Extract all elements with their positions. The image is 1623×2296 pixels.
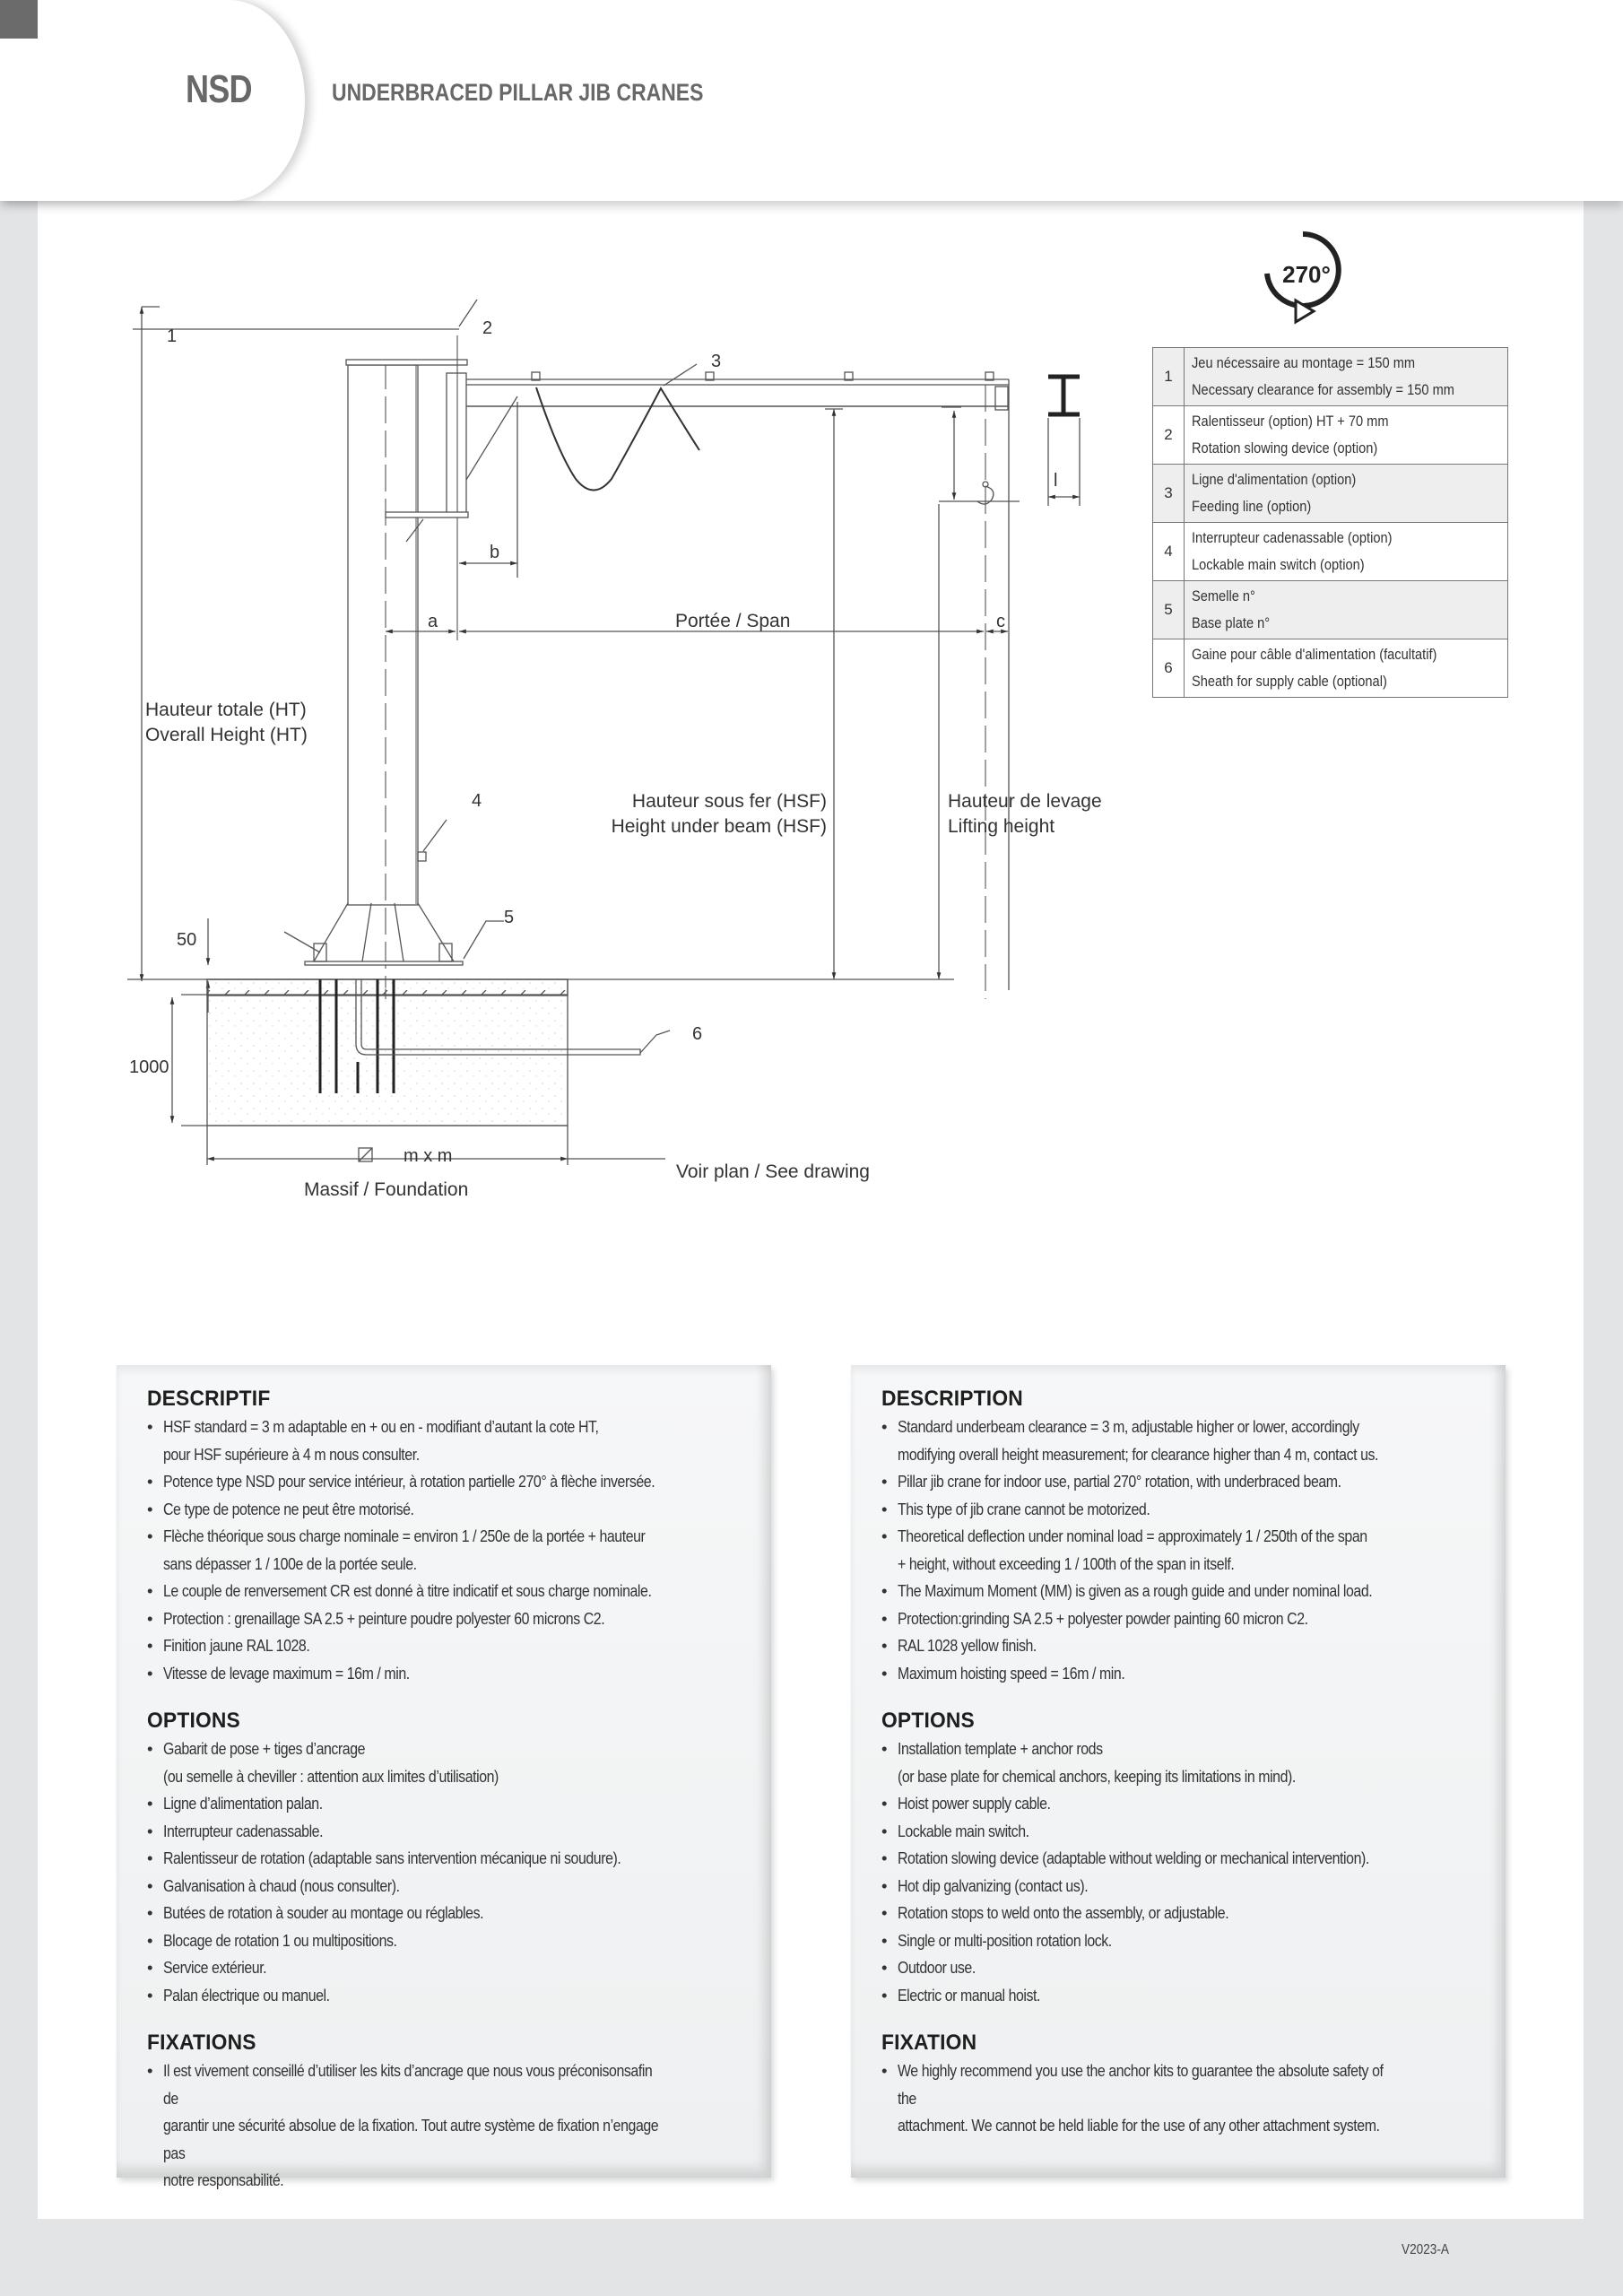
list-item-text: Rotation slowing device (adaptable without welding or mechanical intervention).: [898, 1848, 1369, 1867]
dim-a: a: [428, 612, 438, 631]
dim-c: c: [996, 612, 1005, 631]
foundation-size: m x m: [404, 1146, 453, 1166]
list-item: [147, 1632, 744, 1660]
fixation-list: [881, 2057, 1479, 2140]
legend-en: Sheath for supply cable (optional): [1192, 673, 1387, 690]
list-item: [881, 1660, 1479, 1688]
list-item-text: Palan électrique ou manuel.: [163, 1985, 330, 2005]
list-item-text: Finition jaune RAL 1028.: [163, 1636, 310, 1655]
list-item: [881, 1523, 1479, 1578]
legend-row: [1153, 523, 1508, 581]
descriptif-title: DESCRIPTIF: [147, 1387, 271, 1411]
list-item-text: Outdoor use.: [898, 1958, 976, 1977]
legend-text: [1185, 523, 1508, 581]
callout-4: 4: [472, 791, 482, 811]
legend-row: [1153, 406, 1508, 465]
version-label: V2023-A: [1402, 2242, 1449, 2257]
list-item: [147, 1954, 744, 1982]
list-item-text: Service extérieur.: [163, 1958, 267, 1977]
callout-2: 2: [482, 318, 493, 338]
list-item: [147, 1790, 744, 1818]
list-item: [147, 1818, 744, 1846]
legend-number: 6: [1153, 639, 1185, 698]
fixation-title: FIXATION: [881, 2031, 977, 2055]
legend-number: 1: [1153, 348, 1185, 406]
list-item: [147, 1413, 744, 1468]
hsf-en: Height under beam (HSF): [611, 816, 827, 837]
options-list-en: [881, 1735, 1479, 2009]
legend-number: 5: [1153, 581, 1185, 639]
legend-en: Necessary clearance for assembly = 150 mm: [1192, 381, 1454, 398]
list-item-text: Ligne d’alimentation palan.: [163, 1794, 323, 1813]
options-title-en: OPTIONS: [881, 1709, 975, 1733]
list-item-text: Hoist power supply cable.: [898, 1794, 1051, 1813]
list-item-text: Lockable main switch.: [898, 1821, 1029, 1840]
legend-text: [1185, 406, 1508, 465]
legend-fr: Ligne d'alimentation (option): [1192, 471, 1357, 488]
list-item-text: Vitesse de levage maximum = 16m / min.: [163, 1663, 410, 1683]
list-item: [881, 1496, 1479, 1524]
list-item-text: The Maximum Moment (MM) is given as a rough guide and under nominal load.: [898, 1581, 1373, 1600]
festoon-cable: [536, 387, 699, 491]
list-item: [881, 1790, 1479, 1818]
list-item: [881, 2057, 1479, 2140]
list-item: [881, 1468, 1479, 1496]
overall-height-fr: Hauteur totale (HT): [145, 700, 307, 720]
callout-6: 6: [692, 1024, 703, 1044]
list-item-text: Gabarit de pose + tiges d’ancrage (ou semelle à cheviller : attention aux limites d’utilisation): [163, 1739, 499, 1786]
foundation-label: Massif / Foundation: [304, 1179, 469, 1200]
list-item: [147, 2057, 744, 2195]
legend-row: [1153, 348, 1508, 406]
page-header: [0, 0, 1623, 201]
list-item-text: Theoretical deflection under nominal load = approximately 1 / 250th of the span + height, without exceeding 1 / 100th of the span in itself.: [898, 1526, 1367, 1573]
list-item: [881, 1954, 1479, 1982]
list-item: [147, 1468, 744, 1496]
legend-fr: Semelle n°: [1192, 587, 1255, 604]
list-item-text: HSF standard = 3 m adaptable en + ou en - modifiant d’autant la cote HT, pour HSF supérieure à 4 m nous consulter.: [163, 1417, 599, 1464]
legend-en: Base plate n°: [1192, 614, 1271, 631]
list-item-text: Hot dip galvanizing (contact us).: [898, 1875, 1089, 1895]
model-code: NSD: [186, 67, 252, 111]
list-item: [881, 1818, 1479, 1846]
list-item-text: Potence type NSD pour service intérieur, à rotation partielle 270° à flèche inversée.: [163, 1472, 655, 1491]
list-item: [881, 1845, 1479, 1873]
list-item-text: Protection : grenaillage SA 2.5 + peinture poudre polyester 60 microns C2.: [163, 1608, 605, 1628]
list-item: [147, 1982, 744, 2010]
legend-row: [1153, 639, 1508, 698]
see-drawing-label: Voir plan / See drawing: [676, 1161, 870, 1182]
list-item-text: RAL 1028 yellow finish.: [898, 1636, 1037, 1655]
list-item-text: Butées de rotation à souder au montage ou réglables.: [163, 1903, 484, 1922]
list-item: [881, 1578, 1479, 1605]
list-item-text: Pillar jib crane for indoor use, partial 270° rotation, with underbraced beam.: [898, 1472, 1341, 1491]
legend-text: [1185, 348, 1508, 406]
list-item: [147, 1605, 744, 1633]
list-item: [147, 1927, 744, 1955]
panel-fr: [117, 1365, 771, 2189]
list-item: [881, 1873, 1479, 1900]
list-item-text: This type of jib crane cannot be motorized.: [898, 1499, 1150, 1518]
dim-b: b: [490, 543, 500, 562]
list-item: [881, 1632, 1479, 1660]
list-item-text: Ralentisseur de rotation (adaptable sans intervention mécanique ni soudure).: [163, 1848, 621, 1867]
list-item: [147, 1735, 744, 1790]
foundation: [207, 979, 568, 1126]
list-item: [147, 1900, 744, 1927]
list-item: [881, 1900, 1479, 1927]
legend-table: [1152, 347, 1508, 698]
description-list: [881, 1413, 1479, 1687]
list-item: [881, 1982, 1479, 2010]
list-item-text: Interrupteur cadenassable.: [163, 1821, 324, 1840]
hsf-fr: Hauteur sous fer (HSF): [631, 791, 827, 812]
legend-en: Rotation slowing device (option): [1192, 439, 1378, 457]
options-title-fr: OPTIONS: [147, 1709, 240, 1733]
i-beam-section-icon: [1048, 377, 1080, 414]
legend-en: Lockable main switch (option): [1192, 556, 1365, 573]
rotation-badge: [1260, 229, 1350, 327]
list-item-text: Installation template + anchor rods (or base plate for chemical anchors, keeping its limitations in mind).: [898, 1739, 1296, 1786]
legend-fr: Jeu nécessaire au montage = 150 mm: [1192, 354, 1416, 371]
dim-l: l: [1054, 471, 1058, 491]
legend-number: 4: [1153, 523, 1185, 581]
options-list-fr: [147, 1735, 744, 2009]
legend-fr: Gaine pour câble d'alimentation (facultatif): [1192, 646, 1437, 663]
list-item: [881, 1927, 1479, 1955]
dim-1000: 1000: [129, 1057, 169, 1077]
dim-span: Portée / Span: [675, 611, 791, 631]
list-item-text: Rotation stops to weld onto the assembly, or adjustable.: [898, 1903, 1229, 1922]
list-item: [147, 1496, 744, 1524]
legend-number: 3: [1153, 465, 1185, 523]
list-item-text: Electric or manual hoist.: [898, 1985, 1041, 2005]
legend-fr: Interrupteur cadenassable (option): [1192, 529, 1393, 546]
descriptif-list: [147, 1413, 744, 1687]
legend-text: [1185, 639, 1508, 698]
rotation-arrow-icon: [1260, 229, 1350, 327]
legend-en: Feeding line (option): [1192, 498, 1312, 515]
corner-marker: [0, 0, 38, 39]
header-tab: [0, 0, 305, 201]
lift-fr: Hauteur de levage: [948, 791, 1102, 812]
panel-en: [851, 1365, 1506, 2178]
list-item-text: Maximum hoisting speed = 16m / min.: [898, 1663, 1125, 1683]
legend-number: 2: [1153, 406, 1185, 465]
page-title: UNDERBRACED PILLAR JIB CRANES: [332, 79, 704, 106]
list-item-text: Il est vivement conseillé d’utiliser les kits d’ancrage que nous vous préconisonsafin de garantir une sécurité absolue de la fixation. Tout autre système de fixation n’engage pas notre responsabilité.: [163, 2061, 659, 2189]
lift-en: Lifting height: [948, 816, 1055, 837]
list-item-text: Standard underbeam clearance = 3 m, adjustable higher or lower, accordingly modifying overall height measurement; for clearance higher than 4 m, contact us.: [898, 1417, 1379, 1464]
callout-5: 5: [504, 908, 515, 927]
rotation-label: 270°: [1282, 261, 1331, 288]
list-item: [147, 1873, 744, 1900]
list-item: [881, 1413, 1479, 1468]
list-item: [881, 1605, 1479, 1633]
list-item-text: Flèche théorique sous charge nominale = environ 1 / 250e de la portée + hauteur sans dépasser 1 / 100e de la portée seule.: [163, 1526, 646, 1573]
list-item: [147, 1578, 744, 1605]
overall-height-en: Overall Height (HT): [145, 725, 308, 745]
list-item-text: We highly recommend you use the anchor kits to guarantee the absolute safety of the attachment. We cannot be held liable for the use of any other attachment system.: [898, 2061, 1384, 2135]
fixations-list: [147, 2057, 744, 2195]
list-item-text: Blocage de rotation 1 ou multipositions.: [163, 1930, 397, 1950]
list-item-text: Le couple de renversement CR est donné à titre indicatif et sous charge nominale.: [163, 1581, 652, 1600]
list-item-text: Single or multi-position rotation lock.: [898, 1930, 1112, 1950]
fixations-title: FIXATIONS: [147, 2031, 256, 2055]
list-item: [147, 1660, 744, 1688]
dim-50: 50: [177, 930, 197, 950]
legend-row: [1153, 581, 1508, 639]
list-item-text: Galvanisation à chaud (nous consulter).: [163, 1875, 400, 1895]
legend-text: [1185, 581, 1508, 639]
legend-fr: Ralentisseur (option) HT + 70 mm: [1192, 413, 1389, 430]
legend-text: [1185, 465, 1508, 523]
pillar: [348, 365, 418, 905]
list-item-text: Ce type de potence ne peut être motorisé.: [163, 1499, 414, 1518]
list-item-text: Protection:grinding SA 2.5 + polyester powder painting 60 micron C2.: [898, 1608, 1308, 1628]
callout-1: 1: [167, 326, 178, 346]
legend-row: [1153, 465, 1508, 523]
list-item: [147, 1845, 744, 1873]
list-item: [881, 1735, 1479, 1790]
description-title: DESCRIPTION: [881, 1387, 1023, 1411]
list-item: [147, 1523, 744, 1578]
callout-3: 3: [711, 352, 722, 371]
